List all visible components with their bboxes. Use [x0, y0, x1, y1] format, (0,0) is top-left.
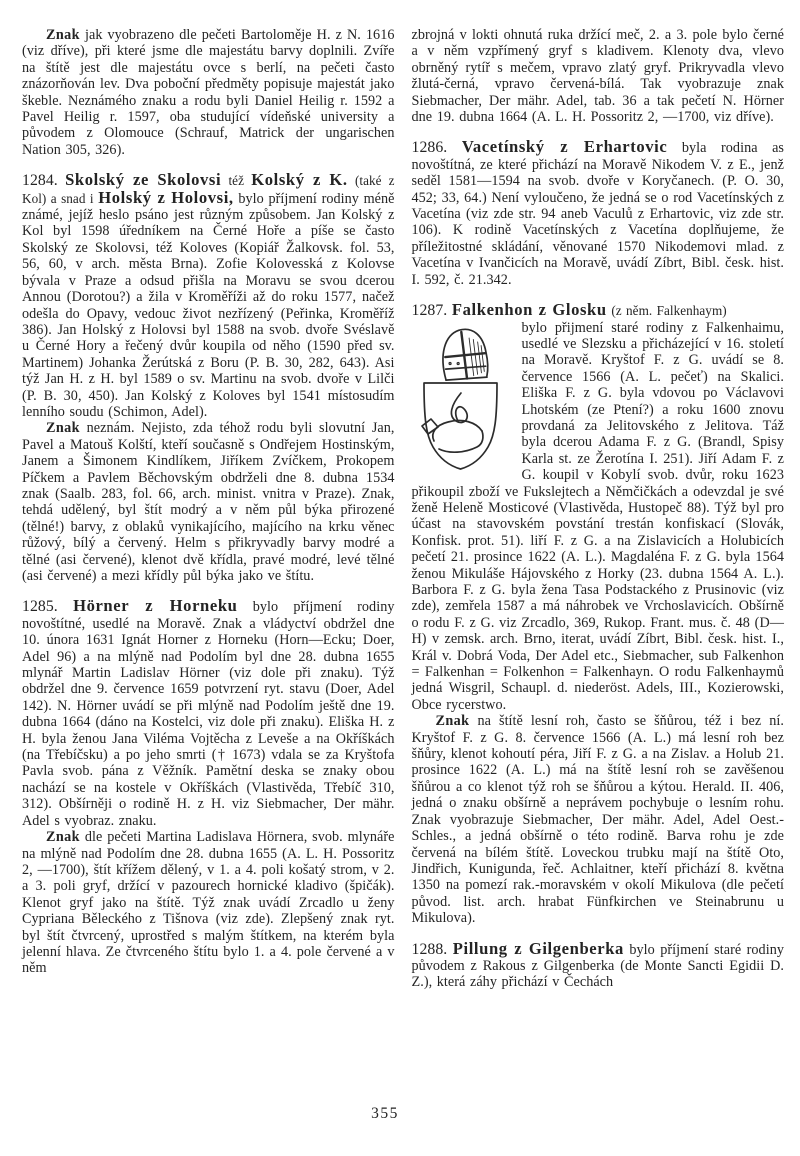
entry-title-alt2: Holský z Holovsi, — [98, 187, 234, 207]
entry-body: bylo přijmení staré rodiny z Falkenhaimu, usedlé ve Slezsku a přicházející v 16. století na Moravě. Kryštof F. z G. uvádí se 8. července 1566 (A. L. pečeť) na Skalici. Eliška F. z G. byla vdovou po Václavovi Lhotském (ze Ptení?) a roku 1600 znovu provdaná za Jelitovského z Jelitova. Táž byla dcerou Adama F. z G. (Brandl, Spisy Karla st. ze Žerotína I. 251). Jiří Adam F. z G. koupil v Kobylí svob. dvůr, roku 1623 přikoupil zboží ve Fukslejtech a Němčičkách a odevzdal je své ženě Heleně Mosticové (Vlastivěda, Hustopeč 88). Týž byl pro účast na stavovském povstání trestán konfiskací (Slovák, Konfisk. prot. 51). liří F. z G. a na Zislavicích a Holubicích pečetí 21. prosince 1622 (A. L.). Magdaléna F. z G. byla 1564 ženou Mikuláše Hájovského z Horky (23. dubna 1564 A. L.). Barbora F. z G. byla žena Tasa Podstackého z Prusinovic (viz zde), zemřela 1587 a má náhrobek ve Vrchoslavicích. Obšírně o rodu F. z G. viz Zrcadlo, 369, Rukop. Frant. mus. č. 48 (D—H) v zemsk. arch. Brno, iterat, uvádí Zíbrt, Bibl. česk. hist. I., Král v. Dobrá Voda, Der Adel etc., Siebmacher, sub Falkenhon = Falkenhan = Folkenhon = Falkenhayn. O rodu Falkenhaymů jedná Wisgril, Schaupl. d. niederöst. Adels, III., Kozierowski, Obce rycerstwo. — [411, 319, 784, 713]
paragraph-text: dle pečeti Martina Ladislava Hörnera, svob. mlynáře na mlýně nad Podolím dne 28. dubna 1655 (A. L. H. Possoritz 2, —1700), štít křížem dělený, v 1. a 4. poli košatý strom, v 2. a 3. poli gryf, držící v pazourech hornické kladivo (špičák). Klenot gryf jako na štítě. Týž znak uvádí Zrcadlo u ženy Cypriana Běleckého z Tišnova (viz zde). Zlepšený znak ryt. byl štít čtvrcený, uprostřed s malým štítkem, na kterém byla jelenní hlava. Ze čtvrceného štítu bylo 1. a 4. pole červené a v něm — [22, 829, 395, 977]
left-column — [22, 27, 395, 991]
coat-of-arms-illustration — [414, 322, 510, 472]
paragraph-text: na štítě lesní roh, často se šňůrou, též i bez ní. Kryštof F. z G. 8. července 1566 (A. L.) má lesní roh bez šňůry, klenot kohoutí péra, Jiří F. z G. a na Zislav. a Holub 21. prosince 1622 (A. L.) má na štítě lesní roh se zavěšenou šňůrou a co klenot týž roh se šňůrou a kýtou. Herald. II. 406, jedná o znaku obšírně a neprávem pochybuje o lesním rohu. Znak vyobrazuje Siebmacher, Der mähr. Adel, Adel Oest.-Schles., a jedná obšírně o této rodině. Barva rohu je zde červená na bílém štítě. Loveckou trubku mají na štítě Oto, Jindřich, Kunigunda, řeč. Achlaitner, kteří přichází 8. května 1350 na pomezí rak.-moravském v okolí Mikulova (dle pečetí původ. list. arch. hrabat Fünfkirchen ve Steinabrunu u Mikulova). — [411, 713, 784, 927]
entry-conjunction: též — [228, 173, 244, 189]
entry-1287-body — [412, 320, 785, 714]
entry-number: 1287. — [411, 302, 448, 320]
entry-1287-heading — [412, 302, 785, 319]
entry-1284 — [22, 172, 395, 420]
entry-title: Vacetínský z Erhartovic — [461, 137, 668, 157]
paragraph-lead: Znak — [46, 829, 80, 846]
entry-title: Skolský ze Skolovsi — [65, 170, 222, 190]
entry-number: 1284. — [22, 172, 58, 190]
paragraph-znak-heilig — [22, 27, 395, 158]
entry-mid-text: (také z Kol) a snad i — [22, 173, 395, 206]
entry-body: byla rodina as novoštítná, ze které přichází na Moravě Nikodem V. z E., jenž seděl 1581—1594 na svob. dvoře v Koryčanech. (P. O. 30, 452; 33, 64.) Není vyloučeno, že jedná se o rod Vacetínských z Vacetína (viz zde str. 94 aneb Vaculů z Erhartovic, viz zde str. 106). K rodině Vacetínských z Vacetína doplňujeme, že příležitostné skládání, věnované 1570 Nikodemovi mlad. z Vacetína v Ivančicích na Moravě, uvádí Zíbrt, Bibl. česk. hist. I. 592, č. 21.342. — [411, 140, 784, 288]
paragraph-znak-1285 — [22, 829, 395, 977]
entry-1286 — [412, 139, 785, 288]
entry-1288 — [411, 938, 785, 991]
entry-title: Falkenhon z Glosku — [451, 300, 607, 320]
entry-subtitle: (z něm. Falkenhaym) — [611, 303, 727, 319]
entry-number: 1288. — [411, 940, 448, 958]
paragraph-lead: Znak — [46, 27, 80, 43]
entry-number: 1286. — [411, 139, 448, 157]
paragraph-lead: Znak — [435, 713, 470, 730]
paragraph-text: zbrojná v lokti ohnutá ruka držící meč, 2. a 3. pole bylo černé a v něm vzpřímený gryf s kladivem. Klenoty dva, vlevo obrněný rytíř s mečem, vpravo zlatý gryf. Prikryvadla vlevo žlutá-černá, vpravo červená-bílá. Tak vyobrazuje znak Siebmacher, Der mähr. Adel, tab. 36 a tak pečetí N. Hörner dne 19. dubna 1664 (A. L. H. Possoritz 2, —1700, viz dříve). — [411, 27, 784, 126]
paragraph-lead: Znak — [46, 420, 80, 437]
paragraph-znak-1284 — [22, 420, 395, 584]
entry-title: Pillung z Gilgenberka — [452, 938, 624, 958]
entry-number: 1285. — [22, 598, 58, 616]
paragraph-text: jak vyobrazeno dle pečeti Bartoloměje H. z N. 1616 (viz dříve), při které jsme dle majestátu barvy doplnili. Zvíře na štítě jest dle majestátu ovce s berlí, na pečeti často znázorňován lev. Dva poboční předměty popisuje majestát jako škeble. Neznámého znaku a rodu byli Daniel Heilig r. 1592 a Pavel Heilig r. 1597, oba studující vídeňské university a původem z Olomouce (Schrauf, Matrick der ungarischen Nation 305, 326). — [22, 27, 395, 158]
page-number: 355 — [371, 1105, 399, 1122]
entry-body: bylo příjmení rodiny méně známé, jejíž heslo psáno jest různým způsobem. Jan Kolský z Kol byl 1598 úředníkem na Černé Hoře a píše se často Skolský ze Skolovsi, též Koloves (Kopiář Žalkovsk. fol. 53, 56, 60, v arch. města Brna). Zofie Kolovesská z Kolovse bývala v Praze a odsud přišla na Moravu se svou dcerou Annou (Dorotou?) a žila v Kroměříži až do roku 1577, načež odešla do Opavy, vedouc život nezřízený (Peřinka, Kroměříž 386). Jan Holský z Holovsi byl 1588 na svob. dvoře Svéslavě u Černé Hory a řečený dvůr koupila od něho (1590 před sv. Martinem) Johanka Žerútská z Boru (P. B. 30, 282, 643). Asi týž Jan H. z H. byl 1589 o sv. Martinu na svob. dvoře v Lilči (P. B. 30, 450). Jan Kolský z Koloves byl 1541 místosudím lenního soudu (Schimon, Adel). — [22, 190, 395, 420]
entry-title-alt: Kolský z K. — [251, 170, 348, 190]
entry-body: bylo příjmení staré rodiny původem z Rakous z Gilgenberka (de Monte Sancti Egidii D. Z.), která záhy přichází v Čechách — [411, 941, 784, 991]
right-column — [412, 27, 785, 991]
entry-1285 — [22, 598, 395, 829]
paragraph-text: neznám. Nejisto, zda téhož rodu byli slovutní Jan, Pavel a Matouš Kolští, kteří současně s Ondřejem Hostinským, Janem a Šimonem Kindlíkem, Jiříkem Zvíčkem, Prokopem Píčkem a Pavlem Běchovským obdrželi dne 8. dubna 1534 znak (Saalb. 283, fol. 66, arch. minist. vnitra v Praze). Znak, tehdá udělený, byl štít modrý a v něm půl býka přirozené (tělné!) barvy, z oblaků vynikajícího, majícího na krku věnec růžový, bílý a červený. Helm s přikryvadly barvy modré a tělné (asi červené), klenot dvě křídla, pravé modré, levé tělné (asi červené) a mezi křídly půl býka jako ve štítu. — [22, 420, 395, 584]
entry-body: bylo příjmení rodiny novoštítné, usedlé na Moravě. Znak a vládyctví obdržel dne 10. února 1631 Ignát Horner z Horneku (Horn—Ecku; Doer, Adel 96) a na mlýně nad Podolím byl dne 28. dubna 1655 mlynář Martin Ladislav Hörner (viz dole při znaku). Týž obdržel dne 9. července 1659 potvrzení ryt. stavu (Doer, Adel 142). N. Hörner uvádí se při mlýně nad Podolím ještě dne 19. dubna 1664 (dáno na Kostelci, viz dole při znaku). Eliška H. z H. byla ženou Jana Viléma Vojtěcha z Leveše a na Okříškách (na Třebíčsku) a po jeho smrti († 1673) vdala se za Kryštofa Pavla svob. pána z Věžník. Pamětní deska se znaky obou nachází se na kostele v Okříškách (Vlastivěda, Třebíč 310, 312). Obšírněji o rodině H. z H. viz Siebmacher, Der mähr. Adel s vyobraz. znaku. — [22, 599, 395, 829]
entry-title: Hörner z Horneku — [73, 596, 238, 616]
paragraph-continuation — [412, 27, 785, 125]
helmet-drawing — [439, 326, 489, 381]
paragraph-znak-1287 — [412, 713, 785, 926]
shield-drawing — [424, 383, 497, 469]
